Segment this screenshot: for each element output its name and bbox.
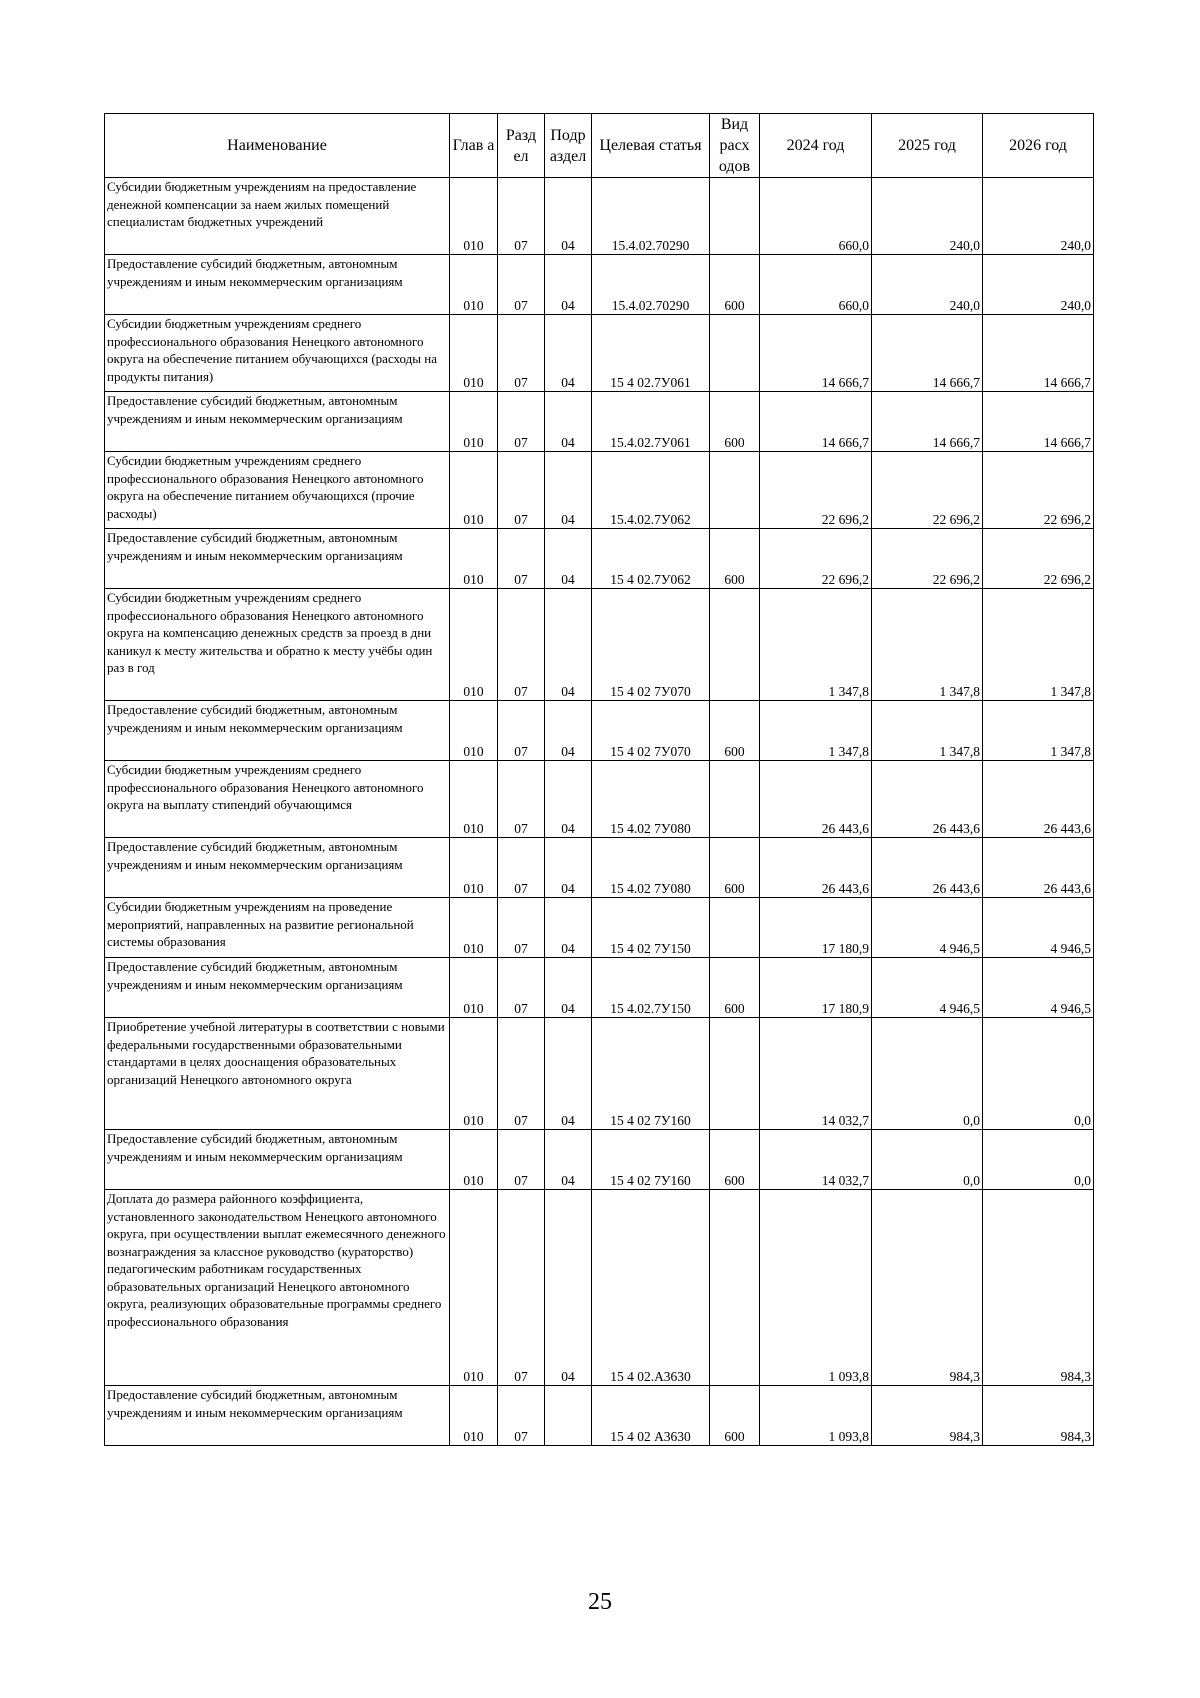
cell-glava: 010 — [450, 255, 498, 315]
cell-y2025: 26 443,6 — [872, 838, 983, 898]
cell-y2025: 240,0 — [872, 178, 983, 255]
cell-article: 15 4 02.А3630 — [592, 1190, 710, 1386]
cell-glava: 010 — [450, 838, 498, 898]
cell-article: 15 4 02 7У160 — [592, 1130, 710, 1190]
cell-y2026: 984,3 — [983, 1386, 1094, 1446]
table-row — [105, 958, 1094, 1018]
cell-podrazdel: 04 — [545, 1018, 592, 1130]
cell-razdel: 07 — [498, 1386, 545, 1446]
table-row — [105, 898, 1094, 958]
cell-name: Субсидии бюджетным учреждениям на предоставление денежной компенсации за наем жилых помещений специалистам бюджетных учреждений — [105, 178, 450, 255]
cell-y2026: 22 696,2 — [983, 529, 1094, 589]
cell-type: 600 — [710, 392, 760, 452]
cell-podrazdel: 04 — [545, 392, 592, 452]
cell-name: Предоставление субсидий бюджетным, автономным учреждениям и иным некоммерческим организациям — [105, 1130, 450, 1190]
cell-y2024: 17 180,9 — [760, 898, 872, 958]
cell-name: Предоставление субсидий бюджетным, автономным учреждениям и иным некоммерческим организациям — [105, 255, 450, 315]
cell-podrazdel: 04 — [545, 452, 592, 529]
cell-name: Предоставление субсидий бюджетным, автономным учреждениям и иным некоммерческим организациям — [105, 1386, 450, 1446]
cell-y2025: 4 946,5 — [872, 958, 983, 1018]
cell-y2026: 14 666,7 — [983, 315, 1094, 392]
cell-glava: 010 — [450, 1190, 498, 1386]
cell-y2026: 4 946,5 — [983, 958, 1094, 1018]
header-razdel: Разд ел — [498, 114, 545, 178]
cell-y2026: 240,0 — [983, 255, 1094, 315]
cell-podrazdel: 04 — [545, 178, 592, 255]
cell-y2026: 1 347,8 — [983, 589, 1094, 701]
header-2025: 2025 год — [872, 114, 983, 178]
cell-y2026: 26 443,6 — [983, 838, 1094, 898]
cell-y2025: 1 347,8 — [872, 701, 983, 761]
cell-article: 15 4 02 7У150 — [592, 898, 710, 958]
cell-podrazdel — [545, 1386, 592, 1446]
cell-glava: 010 — [450, 1018, 498, 1130]
cell-y2024: 1 347,8 — [760, 589, 872, 701]
cell-type: 600 — [710, 255, 760, 315]
header-row — [105, 114, 1094, 178]
cell-y2025: 4 946,5 — [872, 898, 983, 958]
cell-name: Субсидии бюджетным учреждениям среднего профессионального образования Ненецкого автономного округа на обеспечение питанием обучающихся (расходы на продукты питания) — [105, 315, 450, 392]
cell-razdel: 07 — [498, 761, 545, 838]
table-row — [105, 701, 1094, 761]
cell-y2026: 1 347,8 — [983, 701, 1094, 761]
table-row — [105, 255, 1094, 315]
table-row — [105, 452, 1094, 529]
cell-y2025: 1 347,8 — [872, 589, 983, 701]
cell-glava: 010 — [450, 898, 498, 958]
cell-article: 15 4 02 7У160 — [592, 1018, 710, 1130]
table-row — [105, 315, 1094, 392]
cell-y2026: 0,0 — [983, 1130, 1094, 1190]
table-row — [105, 761, 1094, 838]
cell-glava: 010 — [450, 958, 498, 1018]
cell-glava: 010 — [450, 701, 498, 761]
cell-podrazdel: 04 — [545, 1130, 592, 1190]
cell-type — [710, 589, 760, 701]
cell-article: 15.4.02.70290 — [592, 255, 710, 315]
cell-article: 15 4 02 7У070 — [592, 701, 710, 761]
cell-y2026: 22 696,2 — [983, 452, 1094, 529]
cell-article: 15.4.02.7У062 — [592, 452, 710, 529]
cell-podrazdel: 04 — [545, 255, 592, 315]
cell-type — [710, 1190, 760, 1386]
cell-article: 15 4.02 7У080 — [592, 838, 710, 898]
cell-y2026: 26 443,6 — [983, 761, 1094, 838]
header-type: Вид расх одов — [710, 114, 760, 178]
cell-type: 600 — [710, 838, 760, 898]
cell-y2024: 14 666,7 — [760, 315, 872, 392]
cell-razdel: 07 — [498, 178, 545, 255]
table-row — [105, 589, 1094, 701]
cell-glava: 010 — [450, 761, 498, 838]
cell-name: Предоставление субсидий бюджетным, автономным учреждениям и иным некоммерческим организациям — [105, 701, 450, 761]
cell-y2024: 14 666,7 — [760, 392, 872, 452]
cell-podrazdel: 04 — [545, 1190, 592, 1386]
cell-name: Предоставление субсидий бюджетным, автономным учреждениям и иным некоммерческим организациям — [105, 838, 450, 898]
cell-razdel: 07 — [498, 1130, 545, 1190]
cell-y2024: 17 180,9 — [760, 958, 872, 1018]
cell-y2024: 22 696,2 — [760, 529, 872, 589]
cell-y2024: 26 443,6 — [760, 761, 872, 838]
cell-article: 15 4.02 7У080 — [592, 761, 710, 838]
cell-type: 600 — [710, 958, 760, 1018]
cell-razdel: 07 — [498, 1018, 545, 1130]
cell-podrazdel: 04 — [545, 529, 592, 589]
cell-name: Субсидии бюджетным учреждениям среднего профессионального образования Ненецкого автономного округа на выплату стипендий обучающимся — [105, 761, 450, 838]
cell-razdel: 07 — [498, 255, 545, 315]
cell-razdel: 07 — [498, 452, 545, 529]
cell-podrazdel: 04 — [545, 315, 592, 392]
table-body — [105, 178, 1094, 1446]
cell-name: Предоставление субсидий бюджетным, автономным учреждениям и иным некоммерческим организациям — [105, 392, 450, 452]
cell-podrazdel: 04 — [545, 761, 592, 838]
cell-y2025: 14 666,7 — [872, 315, 983, 392]
cell-y2024: 660,0 — [760, 255, 872, 315]
table-row — [105, 1386, 1094, 1446]
cell-y2025: 22 696,2 — [872, 529, 983, 589]
cell-name: Предоставление субсидий бюджетным, автономным учреждениям и иным некоммерческим организациям — [105, 529, 450, 589]
cell-type — [710, 178, 760, 255]
cell-podrazdel: 04 — [545, 589, 592, 701]
cell-name: Доплата до размера районного коэффициента, установленного законодательством Ненецкого автономного округа, при осуществлении выплат ежемесячного денежного вознаграждения за классное руководство (кураторство) педагогическим работникам государственных образовательных организаций Ненецкого автономного округа, реализующих образовательные программы среднего профессионального образования — [105, 1190, 450, 1386]
cell-y2025: 984,3 — [872, 1190, 983, 1386]
cell-razdel: 07 — [498, 898, 545, 958]
budget-table — [104, 113, 1094, 1446]
cell-podrazdel: 04 — [545, 958, 592, 1018]
cell-y2025: 26 443,6 — [872, 761, 983, 838]
cell-y2024: 22 696,2 — [760, 452, 872, 529]
cell-type — [710, 1018, 760, 1130]
cell-y2025: 984,3 — [872, 1386, 983, 1446]
table-row — [105, 838, 1094, 898]
table-row — [105, 1018, 1094, 1130]
cell-glava: 010 — [450, 178, 498, 255]
cell-y2024: 1 093,8 — [760, 1386, 872, 1446]
cell-glava: 010 — [450, 529, 498, 589]
cell-name: Субсидии бюджетным учреждениям среднего профессионального образования Ненецкого автономного округа на обеспечение питанием обучающихся (прочие расходы) — [105, 452, 450, 529]
cell-y2025: 240,0 — [872, 255, 983, 315]
cell-y2024: 1 347,8 — [760, 701, 872, 761]
table-row — [105, 1190, 1094, 1386]
cell-razdel: 07 — [498, 838, 545, 898]
table-row — [105, 1130, 1094, 1190]
cell-y2024: 14 032,7 — [760, 1130, 872, 1190]
cell-article: 15 4 02.7У061 — [592, 315, 710, 392]
cell-razdel: 07 — [498, 529, 545, 589]
cell-razdel: 07 — [498, 392, 545, 452]
table-row — [105, 529, 1094, 589]
cell-razdel: 07 — [498, 958, 545, 1018]
cell-article: 15.4.02.70290 — [592, 178, 710, 255]
cell-razdel: 07 — [498, 1190, 545, 1386]
cell-y2026: 0,0 — [983, 1018, 1094, 1130]
cell-y2025: 14 666,7 — [872, 392, 983, 452]
cell-type: 600 — [710, 701, 760, 761]
cell-type: 600 — [710, 1130, 760, 1190]
cell-type — [710, 452, 760, 529]
cell-y2024: 1 093,8 — [760, 1190, 872, 1386]
page-number: 25 — [588, 1589, 612, 1615]
cell-razdel: 07 — [498, 315, 545, 392]
cell-y2026: 14 666,7 — [983, 392, 1094, 452]
table-row — [105, 392, 1094, 452]
cell-article: 15 4.02.7У150 — [592, 958, 710, 1018]
cell-razdel: 07 — [498, 701, 545, 761]
cell-article: 15 4 02 7У070 — [592, 589, 710, 701]
table-row — [105, 178, 1094, 255]
cell-y2026: 984,3 — [983, 1190, 1094, 1386]
cell-type — [710, 315, 760, 392]
cell-podrazdel: 04 — [545, 898, 592, 958]
cell-name: Субсидии бюджетным учреждениям среднего профессионального образования Ненецкого автономного округа на компенсацию денежных средств за проезд в дни каникул к месту жительства и обратно к месту учёбы один раз в год — [105, 589, 450, 701]
cell-y2024: 660,0 — [760, 178, 872, 255]
cell-name: Приобретение учебной литературы в соответствии с новыми федеральными государственными образовательными стандартами в целях дооснащения образовательных организаций Ненецкого автономного округа — [105, 1018, 450, 1130]
cell-y2024: 14 032,7 — [760, 1018, 872, 1130]
header-glava: Глав а — [450, 114, 498, 178]
cell-glava: 010 — [450, 452, 498, 529]
cell-razdel: 07 — [498, 589, 545, 701]
cell-glava: 010 — [450, 589, 498, 701]
cell-y2026: 4 946,5 — [983, 898, 1094, 958]
cell-glava: 010 — [450, 1386, 498, 1446]
header-2026: 2026 год — [983, 114, 1094, 178]
cell-podrazdel: 04 — [545, 838, 592, 898]
cell-podrazdel: 04 — [545, 701, 592, 761]
header-2024: 2024 год — [760, 114, 872, 178]
cell-y2024: 26 443,6 — [760, 838, 872, 898]
cell-glava: 010 — [450, 392, 498, 452]
cell-article: 15 4 02.7У062 — [592, 529, 710, 589]
cell-type: 600 — [710, 529, 760, 589]
cell-y2026: 240,0 — [983, 178, 1094, 255]
header-article: Целевая статья — [592, 114, 710, 178]
cell-name: Предоставление субсидий бюджетным, автономным учреждениям и иным некоммерческим организациям — [105, 958, 450, 1018]
cell-article: 15 4 02 А3630 — [592, 1386, 710, 1446]
cell-y2025: 0,0 — [872, 1018, 983, 1130]
cell-type — [710, 898, 760, 958]
cell-y2025: 0,0 — [872, 1130, 983, 1190]
header-name: Наименование — [105, 114, 450, 178]
cell-type — [710, 761, 760, 838]
cell-name: Субсидии бюджетным учреждениям на проведение мероприятий, направленных на развитие региональной системы образования — [105, 898, 450, 958]
cell-article: 15.4.02.7У061 — [592, 392, 710, 452]
cell-y2025: 22 696,2 — [872, 452, 983, 529]
cell-glava: 010 — [450, 1130, 498, 1190]
cell-type: 600 — [710, 1386, 760, 1446]
cell-glava: 010 — [450, 315, 498, 392]
header-podrazdel: Подр аздел — [545, 114, 592, 178]
